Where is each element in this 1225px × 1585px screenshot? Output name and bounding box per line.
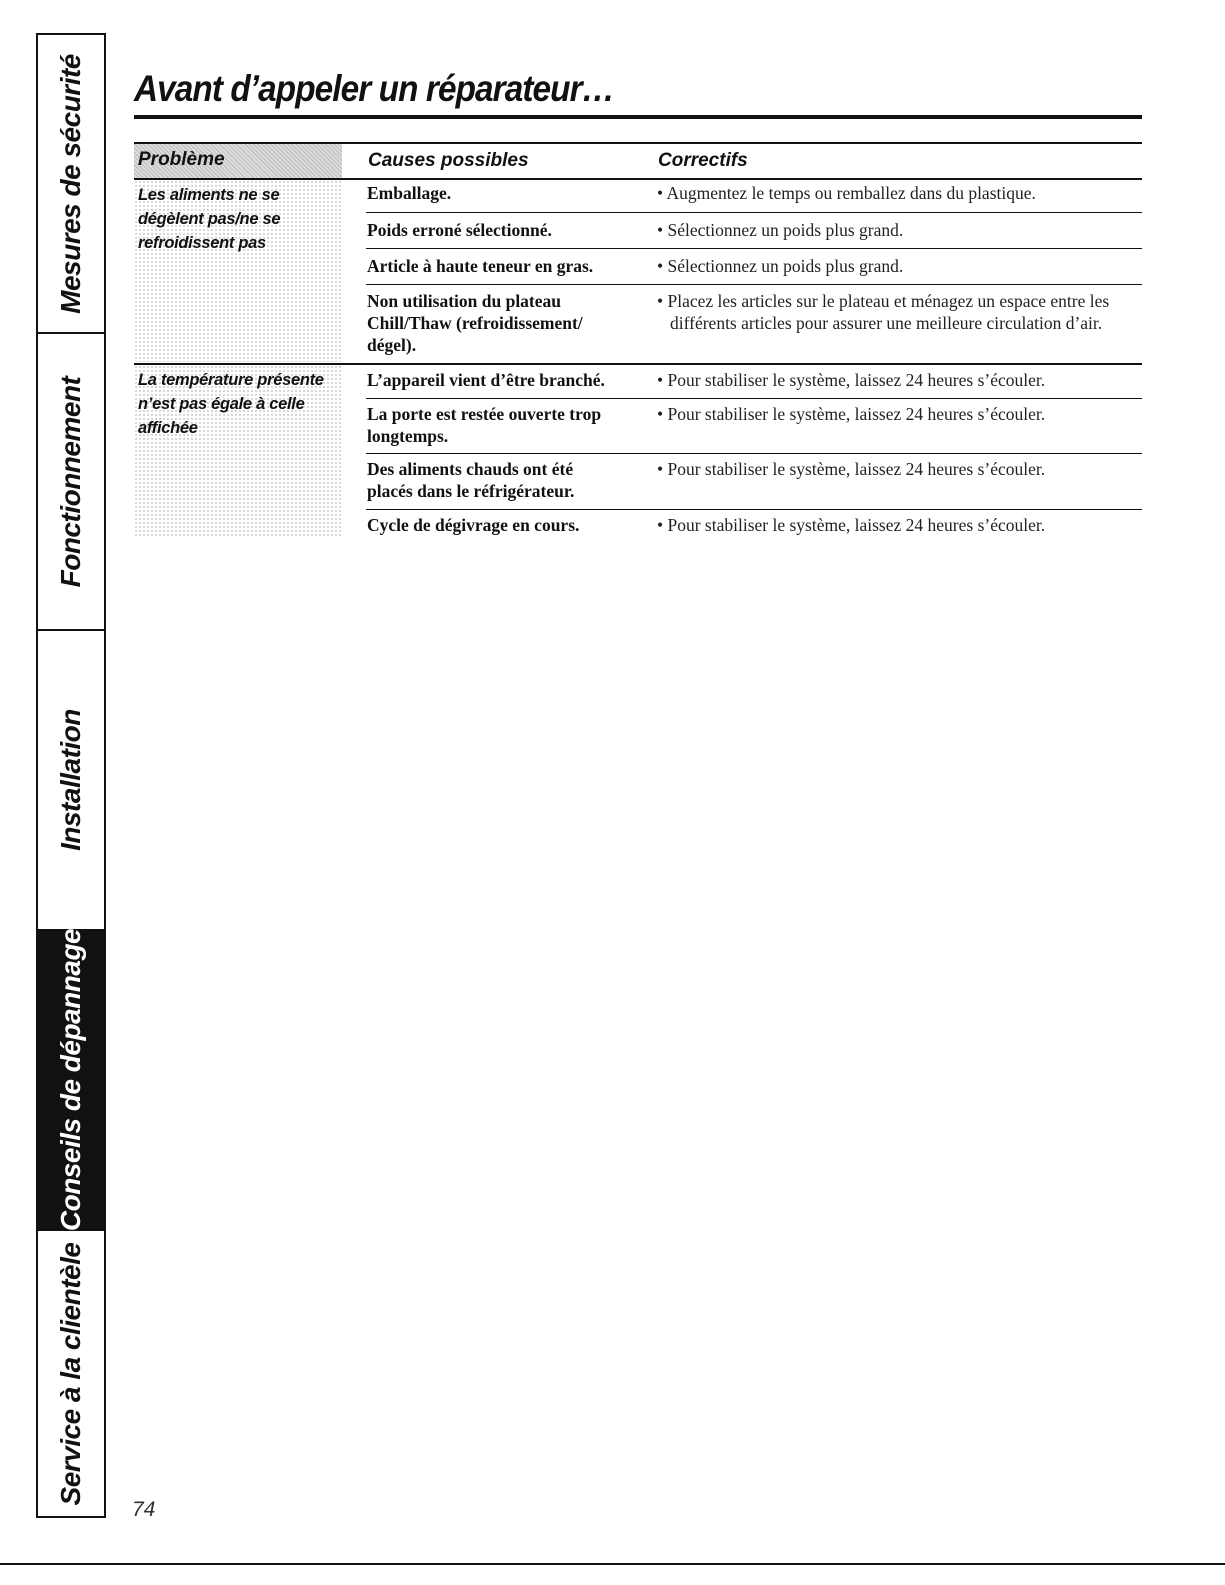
fix-text: • Augmentez le temps ou remballez dans du plastique. [657, 183, 1036, 203]
tab-service-a-la-clientele[interactable] [38, 1231, 104, 1516]
problem-label: Les aliments ne se dégèlent pas/ne se refroidissent pas [138, 186, 281, 252]
tab-label: Fonctionnement [55, 376, 86, 587]
tab-fonctionnement[interactable] [38, 334, 104, 631]
bottom-rule [0, 1563, 1225, 1565]
section-tabs [36, 33, 106, 1518]
row-divider [366, 509, 1142, 510]
fix-text: • Pour stabiliser le système, laissez 24 heures s’écouler. [657, 370, 1046, 390]
tab-label: Mesures de sécurité [55, 53, 86, 314]
cause-text: Cycle de dégivrage en cours. [367, 515, 580, 535]
problem-cell [134, 365, 342, 537]
problem-cell [134, 180, 342, 362]
header-probleme: Problème [138, 149, 225, 170]
fix-text: • Pour stabiliser le système, laissez 24 heures s’écouler. [657, 515, 1046, 535]
title-divider [134, 115, 1142, 119]
row-divider [366, 453, 1142, 454]
tab-label: Installation [55, 709, 86, 851]
tab-conseils-de-depannage[interactable] [38, 928, 104, 1232]
cause-text: Article à haute teneur en gras. [367, 256, 594, 276]
tab-label: Conseils de dépannage [55, 928, 86, 1232]
cause-text: L’appareil vient d’être branché. [367, 370, 605, 390]
row-divider [366, 398, 1142, 399]
page-title: Avant d’appeler un réparateur… [134, 68, 615, 109]
cause-text: La porte est restée ouverte trop longtemps. [367, 404, 602, 446]
cause-text: Non utilisation du plateau Chill/Thaw (refroidissement/ dégel). [367, 291, 583, 355]
cause-text: Poids erroné sélectionné. [367, 220, 552, 240]
row-divider [366, 212, 1142, 213]
table-header [134, 144, 1142, 178]
tab-label: Service à la clientèle [55, 1242, 86, 1505]
page-number: 74 [132, 1498, 156, 1521]
tab-mesures-de-securite[interactable] [38, 35, 104, 334]
header-causes: Causes possibles [368, 150, 529, 171]
fix-text: • Pour stabiliser le système, laissez 24 heures s’écouler. [657, 459, 1046, 479]
tab-installation[interactable] [38, 631, 104, 931]
fix-text: • Placez les articles sur le plateau et ménagez un espace entre les différents articles pour assurer une meilleure circulation d’air. [657, 291, 1110, 333]
fix-text: • Sélectionnez un poids plus grand. [657, 220, 904, 240]
fix-text: • Sélectionnez un poids plus grand. [657, 256, 904, 276]
cause-text: Des aliments chauds ont été placés dans le réfrigérateur. [367, 459, 575, 501]
header-probleme-cell [134, 144, 342, 178]
problem-label: La température présente n’est pas égale à celle affichée [138, 371, 324, 437]
fix-text: • Pour stabiliser le système, laissez 24 heures s’écouler. [657, 404, 1046, 424]
row-divider [366, 284, 1142, 285]
cause-text: Emballage. [367, 183, 452, 203]
row-divider [366, 248, 1142, 249]
header-correctifs: Correctifs [658, 150, 748, 171]
